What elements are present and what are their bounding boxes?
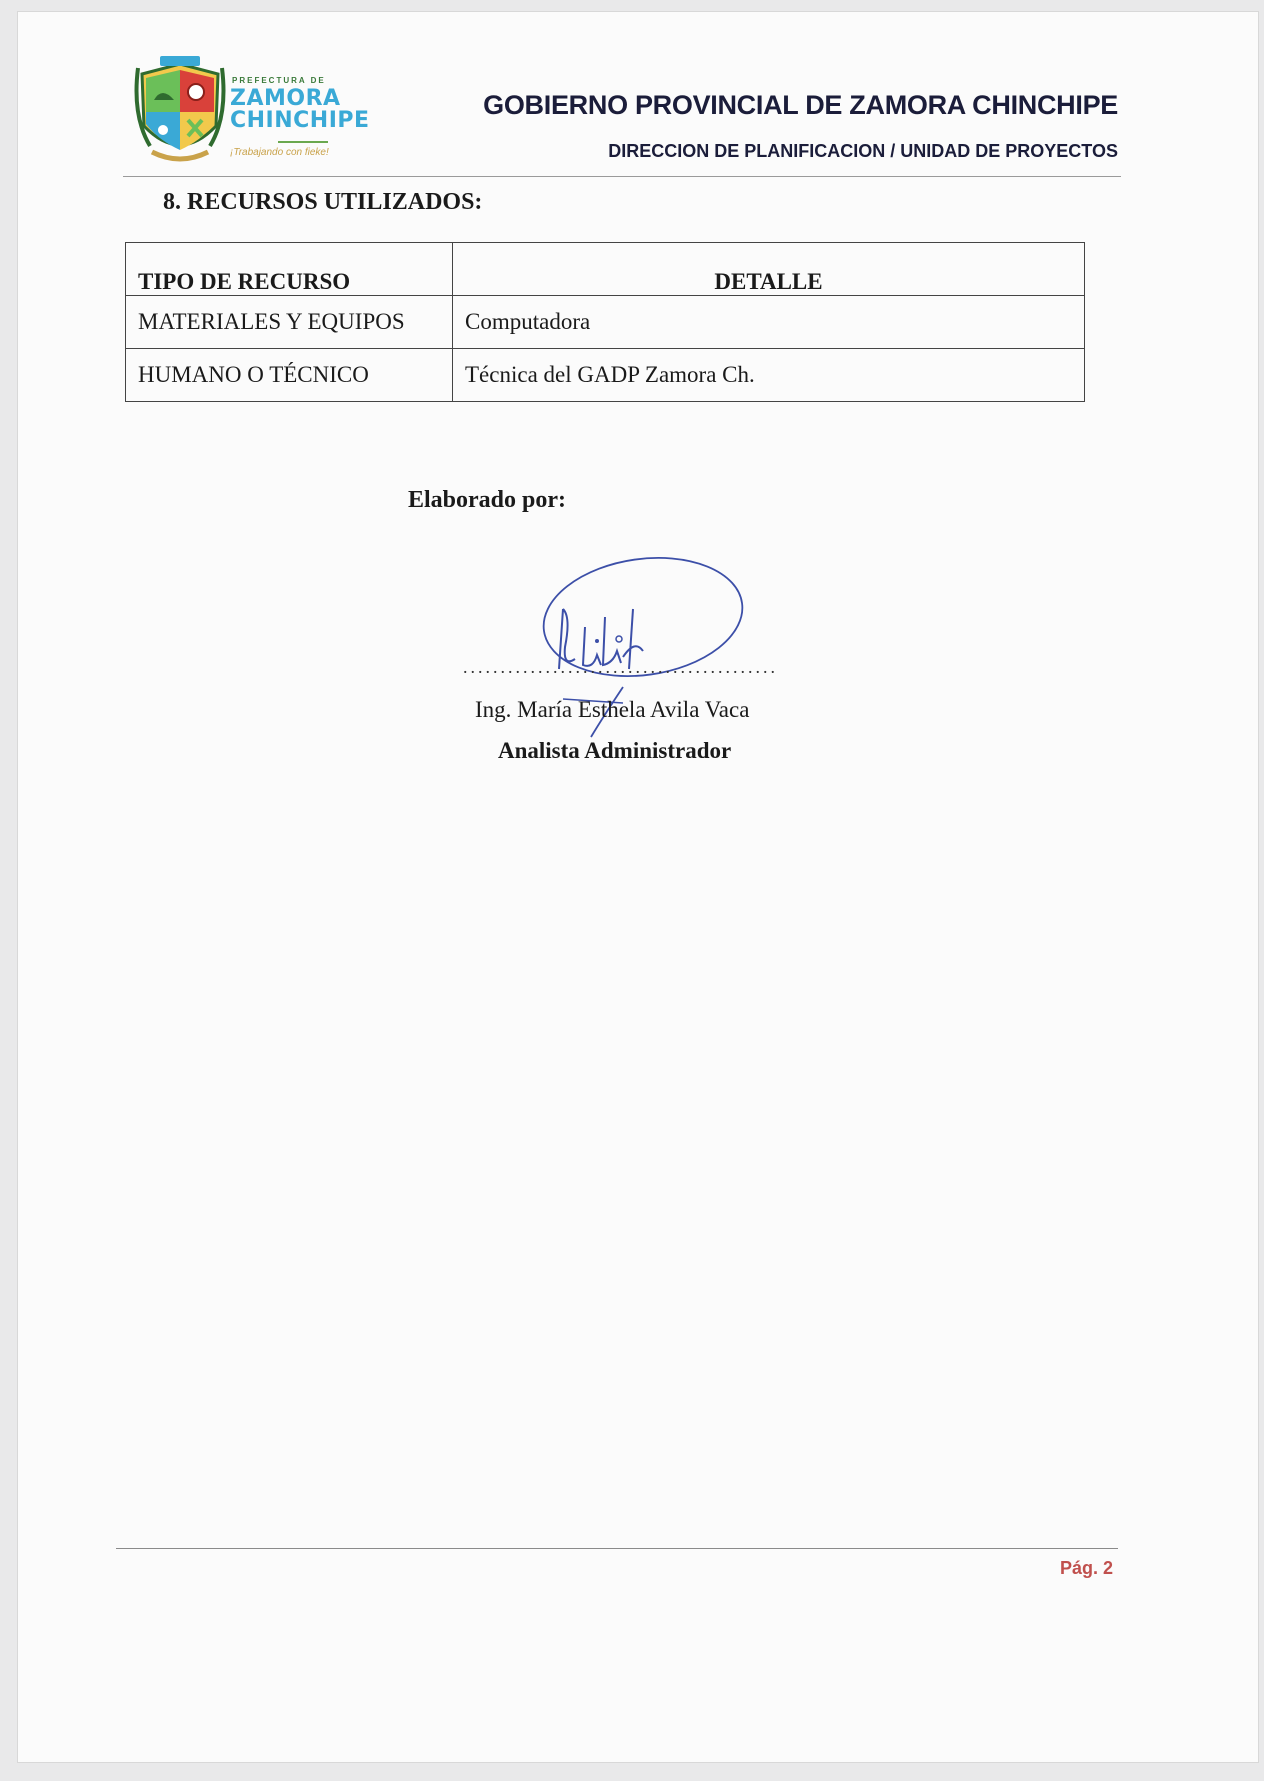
table-cell: Computadora — [453, 296, 1085, 349]
header-divider — [123, 176, 1121, 177]
footer-divider — [116, 1548, 1118, 1549]
header-subtitle: DIRECCION DE PLANIFICACION / UNIDAD DE PROYECTOS — [608, 141, 1118, 161]
page-number: Pág. 2 — [1059, 1558, 1113, 1578]
table-cell: HUMANO O TÉCNICO — [126, 349, 453, 402]
prepared-by-label: Elaborado por: — [408, 487, 567, 513]
signature-line: .......................................... — [463, 657, 778, 677]
document-page — [18, 12, 1258, 1762]
coat-of-arms-icon — [130, 56, 230, 166]
section-title: 8. RECURSOS UTILIZADOS: — [163, 189, 483, 215]
table-header-row — [126, 243, 1085, 296]
table-row — [126, 349, 1085, 402]
logo-slogan: ¡Trabajando con fieke! — [230, 147, 329, 158]
logo-chinchipe-text: CHINCHIPE — [230, 108, 370, 133]
table-row — [126, 296, 1085, 349]
prefecture-logo — [130, 52, 370, 172]
signer-role: Analista Administrador — [498, 738, 732, 763]
table-header-tipo: TIPO DE RECURSO — [126, 243, 453, 296]
signer-name: Ing. María Esthela Avila Vaca — [475, 697, 750, 722]
logo-divider — [278, 141, 328, 143]
resources-table — [125, 242, 1085, 402]
table-cell: MATERIALES Y EQUIPOS — [126, 296, 453, 349]
logo-zamora-text: ZAMORA — [230, 86, 341, 111]
handwritten-signature-icon — [493, 547, 753, 757]
table-header-detalle: DETALLE — [453, 243, 1085, 296]
header-title: GOBIERNO PROVINCIAL DE ZAMORA CHINCHIPE — [483, 90, 1118, 120]
logo-prefectura-text: PREFECTURA DE — [232, 76, 326, 85]
table-cell: Técnica del GADP Zamora Ch. — [453, 349, 1085, 402]
